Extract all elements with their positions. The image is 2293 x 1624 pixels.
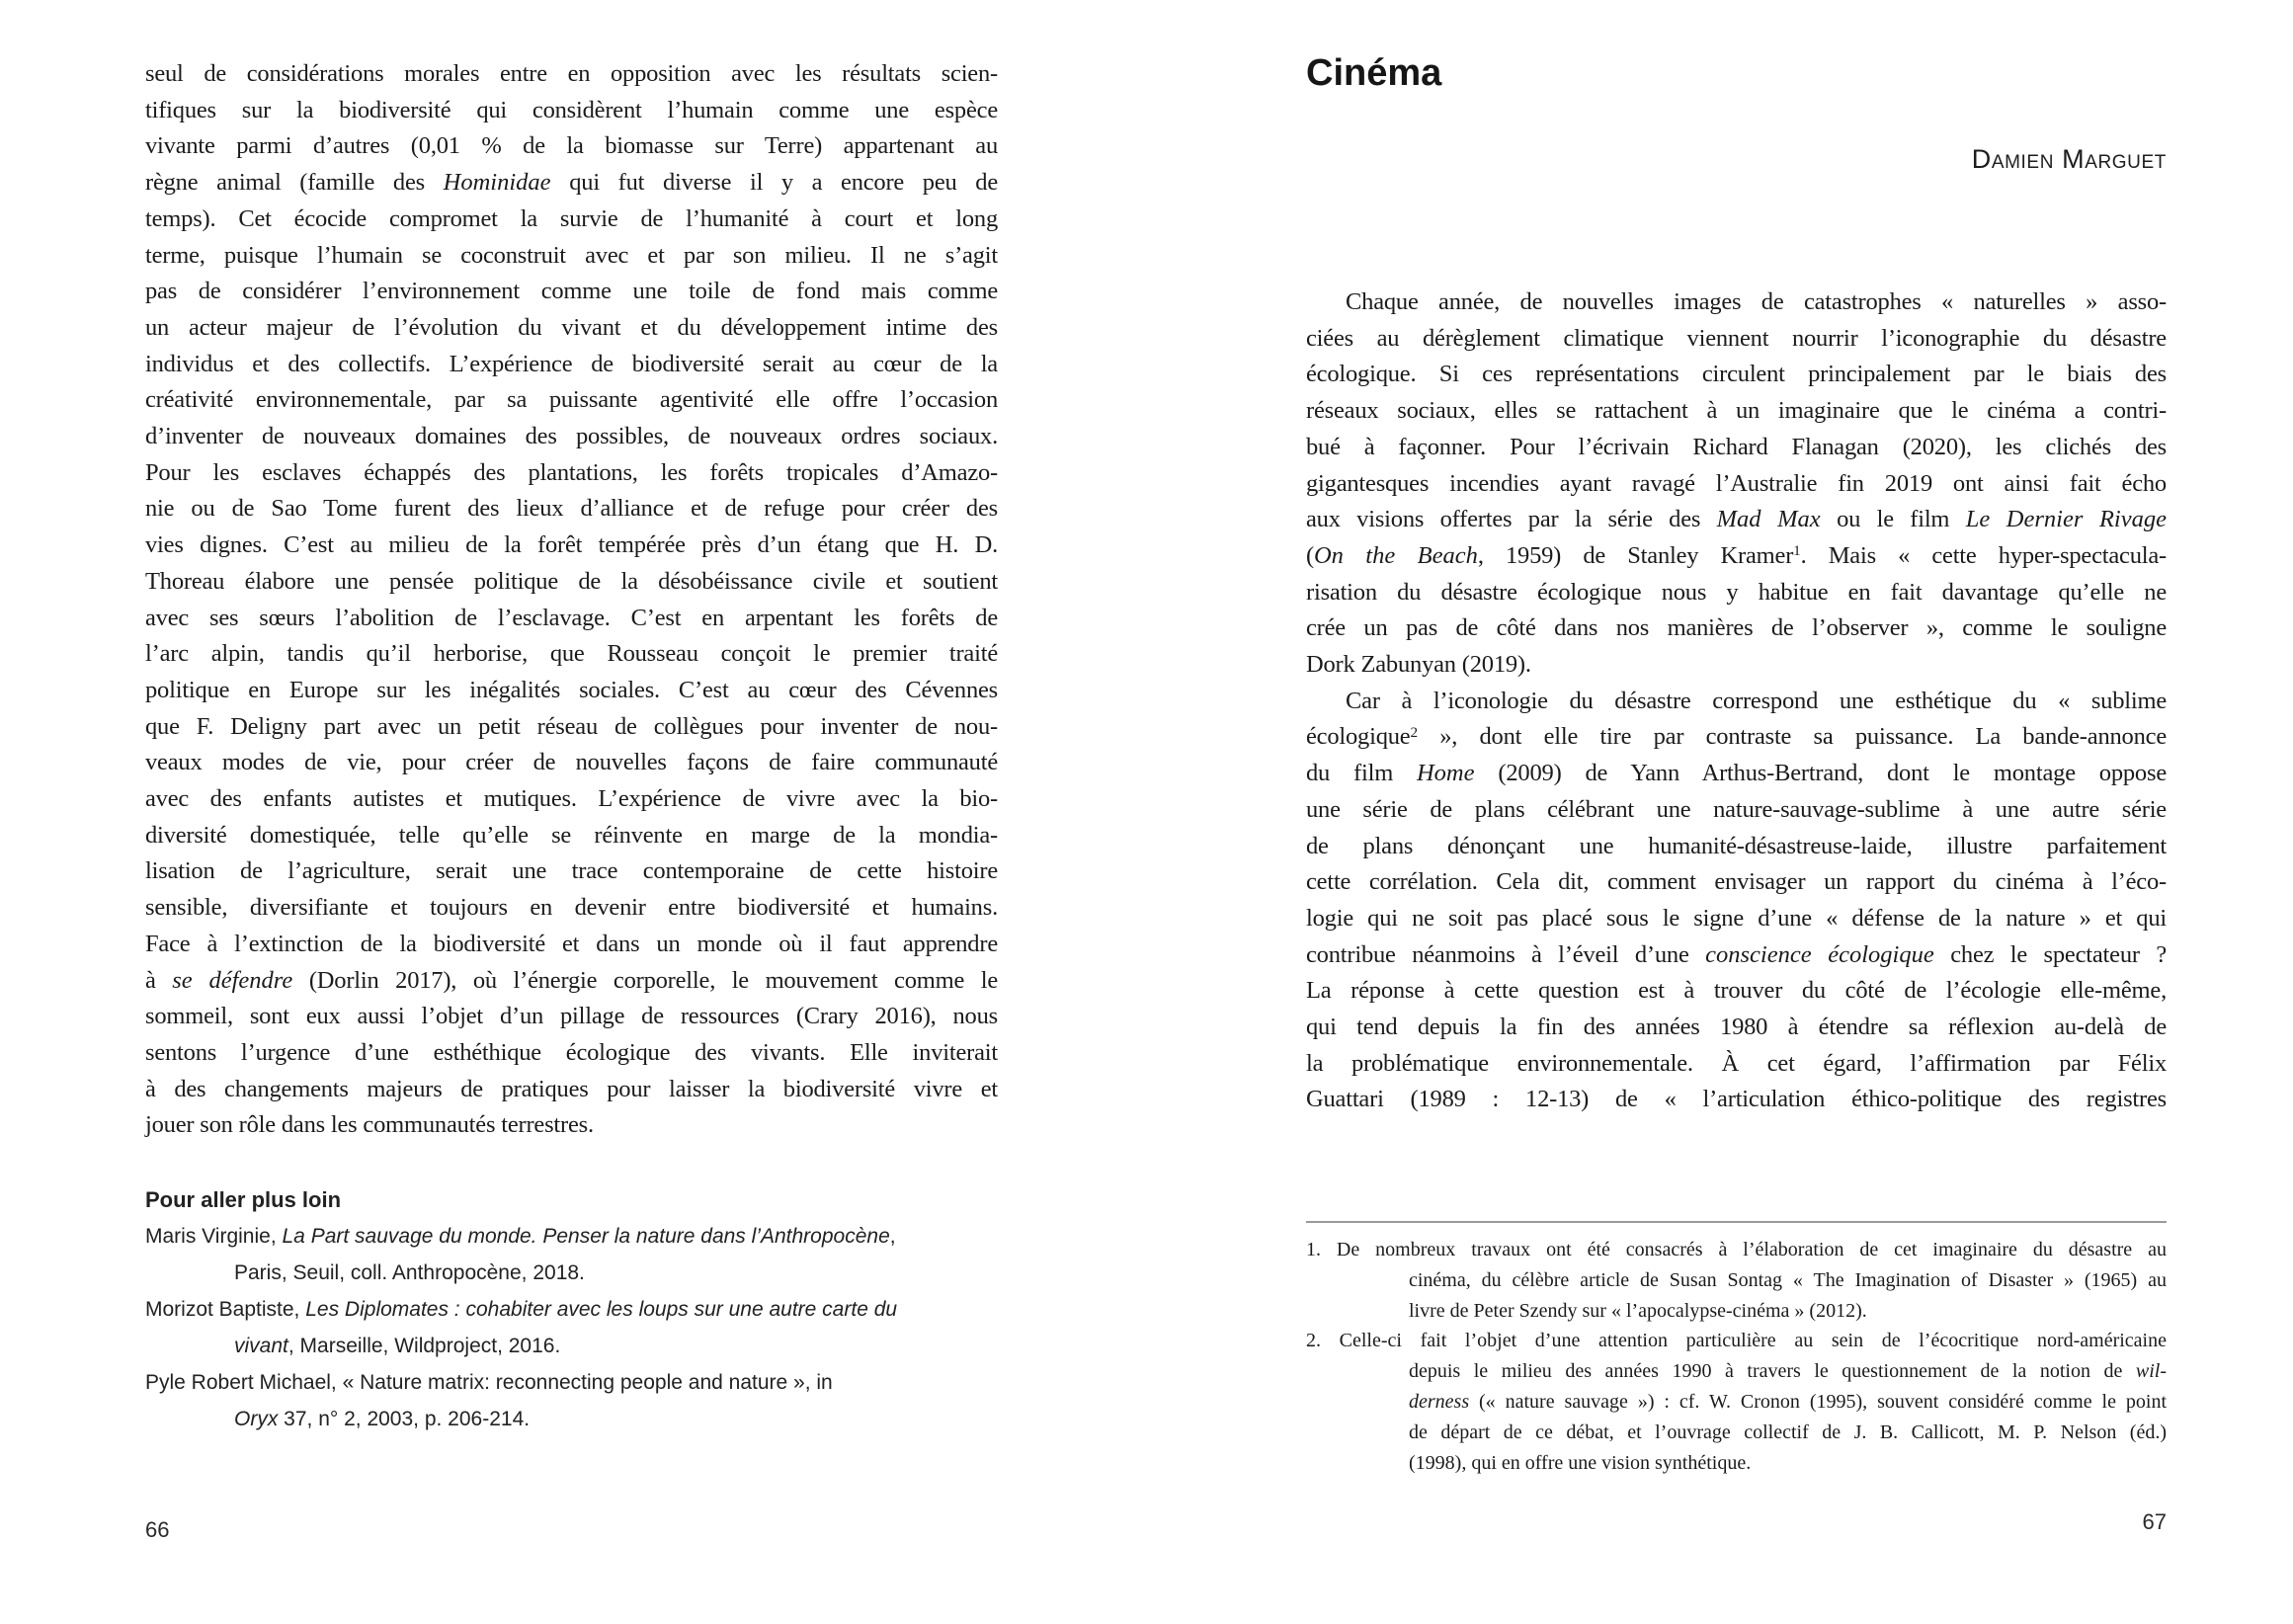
text-line: risation du désastre écologique nous y habitue en fait davantage qu’elle ne [1306, 578, 2167, 606]
text-line: tifiques sur la biodiversité qui considèrent l’humain comme une espèce [145, 96, 998, 123]
text-line: sensible, diversifiante et toujours en devenir entre biodiversité et humains. [145, 894, 998, 922]
text-line: Pour les esclaves échappés des plantations, les forêts tropicales d’Amazo- [145, 458, 998, 486]
text-line: Paris, Seuil, coll. Anthropocène, 2018. [234, 1261, 585, 1284]
text-line: réseaux sociaux, elles se rattachent à un imaginaire que le cinéma a contri- [1306, 397, 2167, 425]
text-line: contribue néanmoins à l’éveil d’une conscience écologique chez le spectateur ? [1306, 940, 2168, 968]
text-line: temps). Cet écocide compromet la survie de l’humanité à court et long [145, 204, 998, 232]
text-line: individus et des collectifs. L’expérience de biodiversité serait au cœur de la [145, 350, 998, 377]
text-line: avec ses sœurs l’abolition de l’esclavage. C’est en arpentant les forêts de [145, 604, 998, 631]
text-line: seul de considérations morales entre en opposition avec les résultats scien- [145, 60, 998, 87]
text-line: terme, puisque l’humain se coconstruit avec et par son milieu. Il ne s’agit [145, 241, 998, 269]
footnotes-section [1306, 1221, 2167, 1478]
further-reading-section [145, 1183, 998, 1437]
text-line: l’arc alpin, tandis qu’il herborise, que Rousseau conçoit le premier traité [145, 640, 998, 668]
text-line: avec des enfants autistes et mutiques. L’expérience de vivre avec la bio- [145, 785, 998, 813]
page-number-right: 67 [2142, 1509, 2167, 1534]
text-line: sommeil, sont eux aussi l’objet d’un pillage de ressources (Crary 2016), nous [145, 1003, 998, 1030]
text-line: vivante parmi d’autres (0,01 % de la biomasse sur Terre) appartenant au [145, 132, 998, 160]
text-line: bué à façonner. Pour l’écrivain Richard Flanagan (2020), les clichés des [1306, 433, 2167, 460]
text-line: (1998), qui en offre une vision synthétique. [1409, 1451, 1752, 1474]
text-line: règne animal (famille des Hominidae qui fut diverse il y a encore peu de [145, 169, 998, 197]
text-line: Pyle Robert Michael, « Nature matrix: reconnecting people and nature », in [145, 1371, 833, 1394]
text-line: Guattari (1989 : 12-13) de « l’articulation éthico-politique des registres [1306, 1086, 2167, 1113]
text-line: 2. Celle-ci fait l’objet d’une attention particulière au sein de l’écocritique nord-américaine [1306, 1330, 2167, 1352]
further-reading-heading: Pour aller plus loin [145, 1187, 342, 1212]
text-line: qui tend depuis la fin des années 1980 à étendre sa réflexion au-delà de [1306, 1014, 2167, 1041]
text-line: créativité environnementale, par sa puissante agentivité elle offre l’occasion [145, 386, 998, 414]
text-line: Morizot Baptiste, Les Diplomates : cohabiter avec les loups sur une autre carte du [145, 1298, 898, 1321]
left-body-text [145, 56, 998, 1144]
text-line: politique en Europe sur les inégalités sociales. C’est au cœur des Cévennes [145, 676, 998, 703]
text-line: cette corrélation. Cela dit, comment envisager un rapport du cinéma à l’éco- [1306, 868, 2167, 896]
text-line: cinéma, du célèbre article de Susan Sontag « The Imagination of Disaster » (1965) au [1409, 1268, 2167, 1291]
text-line: (On the Beach, 1959) de Stanley Kramer$^1$. Mais « cette hyper-spectacula- [1306, 541, 2168, 569]
text-line: un acteur majeur de l’évolution du vivant et du développement intime des [145, 313, 998, 341]
text-line: 1. De nombreux travaux ont été consacrés à l’élaboration de cet imaginaire du désastre au [1306, 1239, 2167, 1260]
text-line: Car à l’iconologie du désastre correspond une esthétique du « sublime [1346, 687, 2167, 714]
text-line: ciées au dérèglement climatique viennent nourrir l’iconographie du désastre [1306, 324, 2167, 352]
text-line: derness (« nature sauvage ») : cf. W. Cronon (1995), souvent considéré comme le point [1409, 1390, 2167, 1413]
text-line: sentons l’urgence d’une esthéthique écologique des vivants. Elle inviterait [145, 1038, 998, 1066]
text-line: à se défendre (Dorlin 2017), où l’énergie corporelle, le mouvement comme le [145, 966, 998, 994]
text-line: veaux modes de vie, pour créer de nouvelles façons de faire communauté [145, 749, 998, 776]
text-line: Oryx 37, n° 2, 2003, p. 206-214. [234, 1408, 531, 1430]
text-line: jouer son rôle dans les communautés terrestres. [145, 1111, 594, 1139]
text-line: crée un pas de côté dans nos manières de l’observer », comme le souligne [1306, 614, 2167, 642]
text-line: à des changements majeurs de pratiques pour laisser la biodiversité vivre et [145, 1075, 998, 1102]
text-line: écologique. Si ces représentations circulent principalement par le biais des [1306, 361, 2167, 388]
author-name: Damien Marguet [1971, 144, 2167, 174]
right-body-text [1306, 284, 2167, 1118]
text-line: La réponse à cette question est à trouver du côté de l’écologie elle-même, [1306, 977, 2167, 1005]
text-line: une série de plans célébrant une nature-sauvage-sublime à une autre série [1306, 795, 2167, 823]
text-line: Thoreau élabore une pensée politique de la désobéissance civile et soutient [145, 567, 998, 595]
text-line: que F. Deligny part avec un petit réseau de collègues pour inventer de nou- [145, 712, 998, 740]
text-line: de plans dénonçant une humanité-désastreuse-laide, illustre parfaitement [1306, 832, 2167, 859]
text-line: d’inventer de nouveaux domaines des possibles, de nouveaux ordres sociaux. [145, 423, 998, 450]
text-line: aux visions offertes par la série des Mad Max ou le film Le Dernier Rivage [1306, 506, 2167, 533]
text-line: vivant, Marseille, Wildproject, 2016. [234, 1335, 561, 1357]
page-number-left: 66 [145, 1517, 170, 1542]
text-line: nie ou de Sao Tome furent des lieux d’alliance et de refuge pour créer des [145, 495, 998, 523]
text-line: vies dignes. C’est au milieu de la forêt tempérée près d’un étang que H. D. [145, 531, 998, 559]
text-line: Dork Zabunyan (2019). [1306, 651, 1531, 679]
text-line: diversité domestiquée, telle qu’elle se réinvente en marge de la mondia- [145, 821, 998, 849]
chapter-title: Cinéma [1306, 52, 1442, 94]
further-reading-entries [145, 1218, 998, 1437]
text-line: Maris Virginie, La Part sauvage du monde. Penser la nature dans l’Anthropocène, [145, 1225, 896, 1248]
text-line: logie qui ne soit pas placé sous le signe d’une « défense de la nature » et qui [1306, 904, 2167, 932]
text-line: Face à l’extinction de la biodiversité et dans un monde où il faut apprendre [145, 930, 998, 957]
footnote-rule [1306, 1221, 2167, 1223]
text-line: lisation de l’agriculture, serait une trace contemporaine de cette histoire [145, 857, 998, 885]
text-line: depuis le milieu des années 1990 à travers le questionnement de la notion de wil- [1409, 1360, 2167, 1383]
text-line: du film Home (2009) de Yann Arthus-Bertrand, dont le montage oppose [1306, 760, 2167, 787]
text-line: de départ de ce débat, et l’ouvrage collectif de J. B. Callicott, M. P. Nelson (éd.) [1409, 1421, 2167, 1443]
text-line: la problématique environnementale. À cet égard, l’affirmation par Félix [1306, 1049, 2167, 1077]
text-line: Chaque année, de nouvelles images de catastrophes « naturelles » asso- [1346, 288, 2167, 315]
text-line: écologique$^2$ », dont elle tire par contraste sa puissance. La bande-annonce [1306, 723, 2167, 751]
footnote-list [1306, 1235, 2167, 1478]
text-line: gigantesques incendies ayant ravagé l’Australie fin 2019 ont ainsi fait écho [1306, 469, 2167, 497]
text-line: livre de Peter Szendy sur « l’apocalypse-cinéma » (2012). [1409, 1299, 1867, 1322]
text-line: pas de considérer l’environnement comme une toile de fond mais comme [145, 278, 998, 305]
